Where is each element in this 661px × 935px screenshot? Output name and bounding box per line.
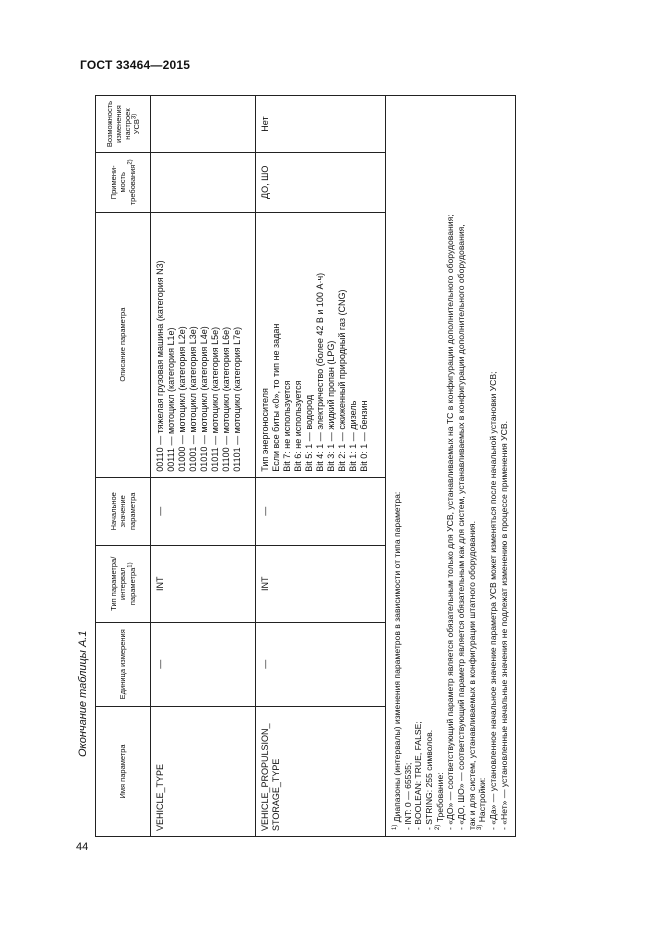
table-continuation-label: Окончание таблицы А.1 (77, 630, 89, 757)
description-line: 00110 — тяжелая грузовая машина (категория N3) (155, 260, 165, 472)
cell-unit: — (151, 622, 256, 706)
footnote-line: - BOOLEAN: TRUE, FALSE; (413, 721, 424, 830)
description-line: Bit 0: 1 — бензин (358, 400, 369, 472)
table-header-row (96, 96, 151, 837)
header-changeable: Возможность изменения настроек УСВ$^{3)}$ (96, 96, 151, 153)
parameters-table (95, 95, 516, 837)
footnote-line: - «Нет» — установленные начальные значения не подлежат изменению в процессе применения УСВ. (498, 421, 509, 830)
document-header: ГОСТ 33464—2015 (80, 58, 191, 72)
cell-parameter-name: VEHICLE_PROPULSION_ STORAGE_TYPE (256, 706, 386, 836)
rotated-table-block (95, 95, 541, 837)
description-line: 00111 — мотоцикл (категория L1e) (165, 327, 176, 472)
description-line: Bit 6: не используется (292, 380, 303, 472)
description-line: 01011 — мотоцикл (категория L5e) (209, 326, 220, 472)
description-line: Bit 4: 1 — электричество (более 42 В и 100 А·ч) (314, 272, 325, 472)
table-notes-row (386, 96, 516, 837)
description-line: 01001 — мотоцикл (категория L3e) (187, 326, 198, 472)
footnote-line: - INT: 0 — 65535; (402, 762, 413, 830)
header-initial-value: Начальное значение параметра (96, 477, 151, 545)
table-footnotes (386, 96, 516, 837)
footnote-line: $^{1)}$ Диапазоны (интервалы) изменения параметров в зависимости от типа параметра: (392, 491, 402, 830)
description-line: 01100 — мотоцикл (категория L6e) (220, 326, 231, 472)
header-type: Тип параметра/ интервал параметра$^{1)}$ (96, 545, 151, 622)
cell-type: INT (256, 545, 386, 622)
cell-type: INT (151, 545, 256, 622)
description-line: Bit 1: 1 — дизель (347, 400, 358, 472)
description-line: Bit 7: не используется (281, 380, 292, 472)
cell-description (256, 212, 386, 477)
cell-applicability: ДО, ШО (256, 153, 386, 212)
description-line: Bit 2: 1 — сжиженный природный газ (CNG) (336, 289, 347, 472)
header-parameter-name: Имя параметра (96, 706, 151, 836)
page-number: 44 (76, 841, 89, 853)
description-line: 01010 — мотоцикл (категория L4e) (198, 326, 209, 472)
footnote-line: так и для систем, устанавливаемых в конфигурации штатного оборудования. (466, 520, 477, 830)
description-line: Тип энергоносителя (260, 388, 270, 472)
cell-unit: — (256, 622, 386, 706)
description-line: 01000 — мотоцикл (категория L2e) (176, 326, 187, 472)
header-description: Описание параметра (96, 212, 151, 477)
cell-changeable (151, 96, 256, 153)
description-line: Bit 5: 1 — водород (303, 394, 314, 472)
cell-changeable: Нет (256, 96, 386, 153)
footnote-line: $^{3)}$ Настройки: (477, 777, 488, 830)
description-line: Если все биты «0», то тип не задан (270, 323, 281, 472)
cell-applicability (151, 153, 256, 212)
footnote-line: - STRING: 255 символов. (423, 729, 434, 830)
cell-initial-value: — (256, 477, 386, 545)
footnote-line: $^{2)}$ Требование: (434, 772, 445, 830)
table-row (151, 96, 256, 837)
header-applicability: Примени-мость требования$^{2)}$ (96, 153, 151, 212)
table-row (256, 96, 386, 837)
cell-description (151, 212, 256, 477)
footnote-line: - «ДО» — соответствующий параметр является обязательным только для УСВ, устанавливаемых на ТС в конфигурации дополнительного оборудования; (445, 214, 456, 830)
footnote-line: - «ДО, ШО» — соответствующий параметр является обязательным как для систем, устанавливаемых в конфигурации дополнительного оборудования, (455, 224, 466, 830)
header-unit: Единица измерения (96, 622, 151, 706)
cell-parameter-name: VEHICLE_TYPE (151, 706, 256, 836)
footnote-line: - «Да» — установленное начальное значение параметра УСВ может изменяться после начальной установки УСВ; (487, 371, 498, 830)
description-line: 01101 — мотоцикл (категория L7e) (231, 326, 242, 472)
description-line: Bit 3: 1 — жидкий пропан (LPG) (325, 340, 336, 472)
cell-initial-value: — (151, 477, 256, 545)
